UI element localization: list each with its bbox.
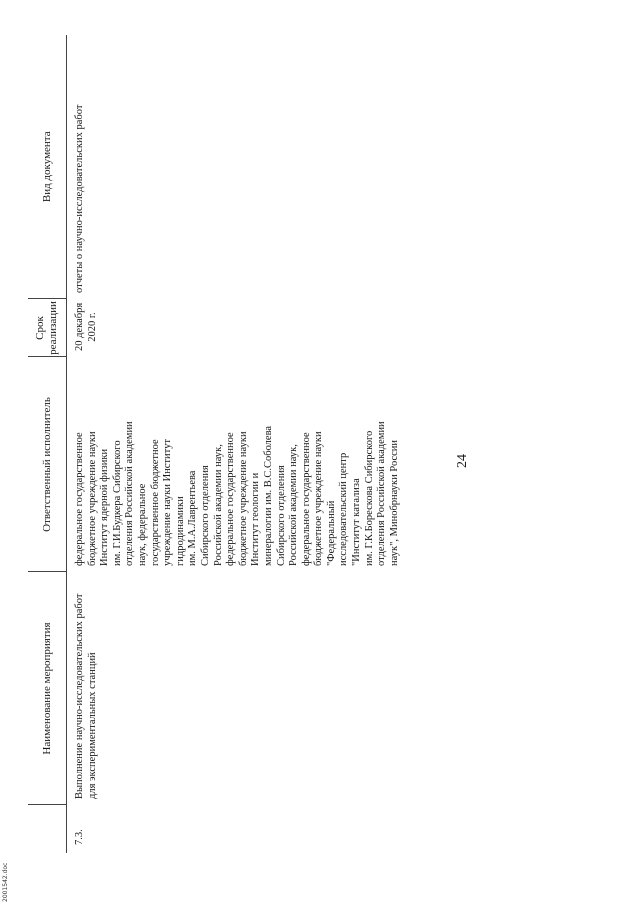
measures-table — [28, 35, 433, 853]
header-term — [28, 299, 67, 357]
executor-line: Сибирского отделения — [199, 465, 211, 566]
executor-line: отделения Российской академии — [376, 421, 388, 566]
executor-line: им. Г.И.Будкера Сибирского — [111, 440, 123, 566]
executor-line: наук", Минобрнауки России — [388, 439, 400, 566]
executor-line: Российской академии наук, — [288, 444, 300, 566]
executor-line: им. М.А.Лаврентьева — [187, 470, 199, 566]
row-term — [67, 299, 434, 357]
term-line1: 20 декабря — [74, 302, 85, 351]
footer-filename — [2, 832, 14, 902]
executor-line: учреждение науки Институт — [162, 439, 174, 566]
executor-line: исследовательский центр — [338, 452, 350, 566]
header-doc-type: Вид документа — [28, 35, 67, 299]
header-number — [28, 805, 67, 853]
executor-line: бюджетное учреждение науки — [237, 431, 249, 566]
header-executor: Ответственный исполнитель — [28, 357, 67, 572]
executor-line: наук, федеральное — [136, 483, 148, 566]
table-row — [67, 35, 434, 853]
executor-line: "Институт катализа — [351, 478, 363, 566]
term-line2: 2020 г. — [86, 312, 98, 342]
executor-line: минералогии им. В.С.Соболева — [262, 425, 274, 566]
executor-line: бюджетное учреждение науки — [313, 431, 325, 566]
header-name: Наименование мероприятия — [28, 572, 67, 805]
executor-line: федеральное государственное — [225, 432, 237, 566]
executor-line: "Федеральный — [325, 500, 337, 566]
row-executor — [67, 357, 434, 572]
row-number: 7.3. — [74, 829, 85, 845]
header-term-line2: реализации — [47, 301, 59, 355]
executor-line: бюджетное учреждение науки — [86, 431, 98, 566]
executor-line: гидродинамики — [174, 496, 186, 566]
footer-filename-text: 2001542.doc — [2, 862, 9, 902]
executor-line: федеральное государственное — [300, 432, 312, 566]
executor-line: Сибирского отделения — [275, 465, 287, 566]
executor-line: отделения Российской академии — [124, 421, 136, 566]
table-header-row — [28, 35, 67, 853]
header-term-line1: Срок — [34, 316, 46, 340]
executor-line: государственное бюджетное — [149, 439, 161, 566]
page-number: 24 — [455, 454, 470, 468]
executor-line: Институт геологии и — [250, 472, 262, 566]
row-name: Выполнение научно-исследовательских работ для экспериментальных станций — [74, 593, 98, 799]
row-doc-type: отчеты о научно-исследовательских работ — [74, 104, 85, 293]
executor-line: федеральное государственное — [74, 432, 85, 566]
executor-line: им. Г.К.Борескова Сибирского — [363, 430, 375, 566]
executor-line: Российской академии наук, — [212, 444, 224, 566]
executor-line: Институт ядерной физики — [99, 448, 111, 566]
